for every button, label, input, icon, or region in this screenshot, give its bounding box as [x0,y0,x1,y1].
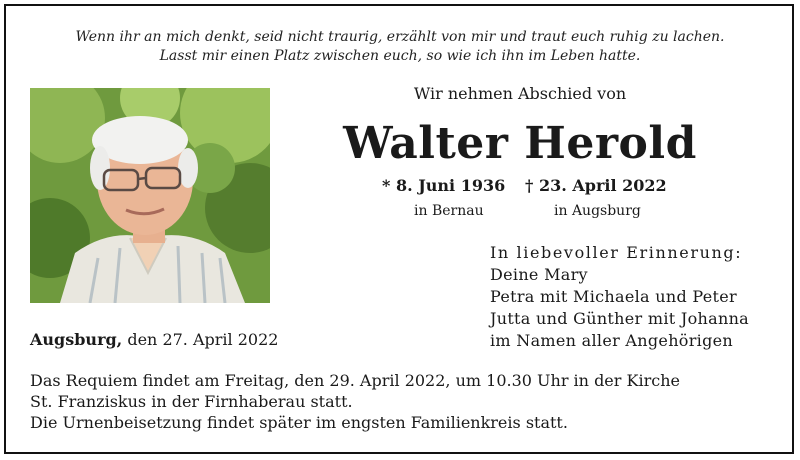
deceased-name: Walter Herold [343,118,697,169]
place-date: den 27. April 2022 [127,330,279,349]
death-place: in Augsburg [554,203,641,219]
portrait-photo [30,88,270,303]
death-date: † 23. April 2022 [525,176,667,195]
place-date-line [30,330,278,349]
notice-line: Die Urnenbeisetzung findet später im engsten Familienkreis statt. [30,413,568,432]
farewell-heading: Wir nehmen Abschied von [413,84,627,103]
birth-place: in Bernau [414,203,484,219]
mourner-line: Deine Mary [490,265,588,284]
mourner-line: Jutta und Günther mit Johanna [490,309,750,328]
quote-line-2: Lasst mir einen Platz zwischen euch, so wie ich ihn im Leben hatte. [159,48,641,64]
mourner-line: Petra mit Michaela und Peter [490,287,737,306]
birth-date: * 8. Juni 1936 [382,176,506,195]
mourners-title: In liebevoller Erinnerung: [490,243,743,262]
quote-line-1: Wenn ihr an mich denkt, seid nicht traurig, erzählt von mir und traut euch ruhig zu lachen. [75,29,725,45]
mourner-line: im Namen aller Angehörigen [490,331,734,350]
place-city: Augsburg, [30,330,123,349]
notice-line: St. Franziskus in der Firnhaberau statt. [30,392,353,411]
notice-line: Das Requiem findet am Freitag, den 29. April 2022, um 10.30 Uhr in der Kirche [30,371,680,390]
mourners-list [490,242,749,352]
funeral-notice [30,370,680,433]
